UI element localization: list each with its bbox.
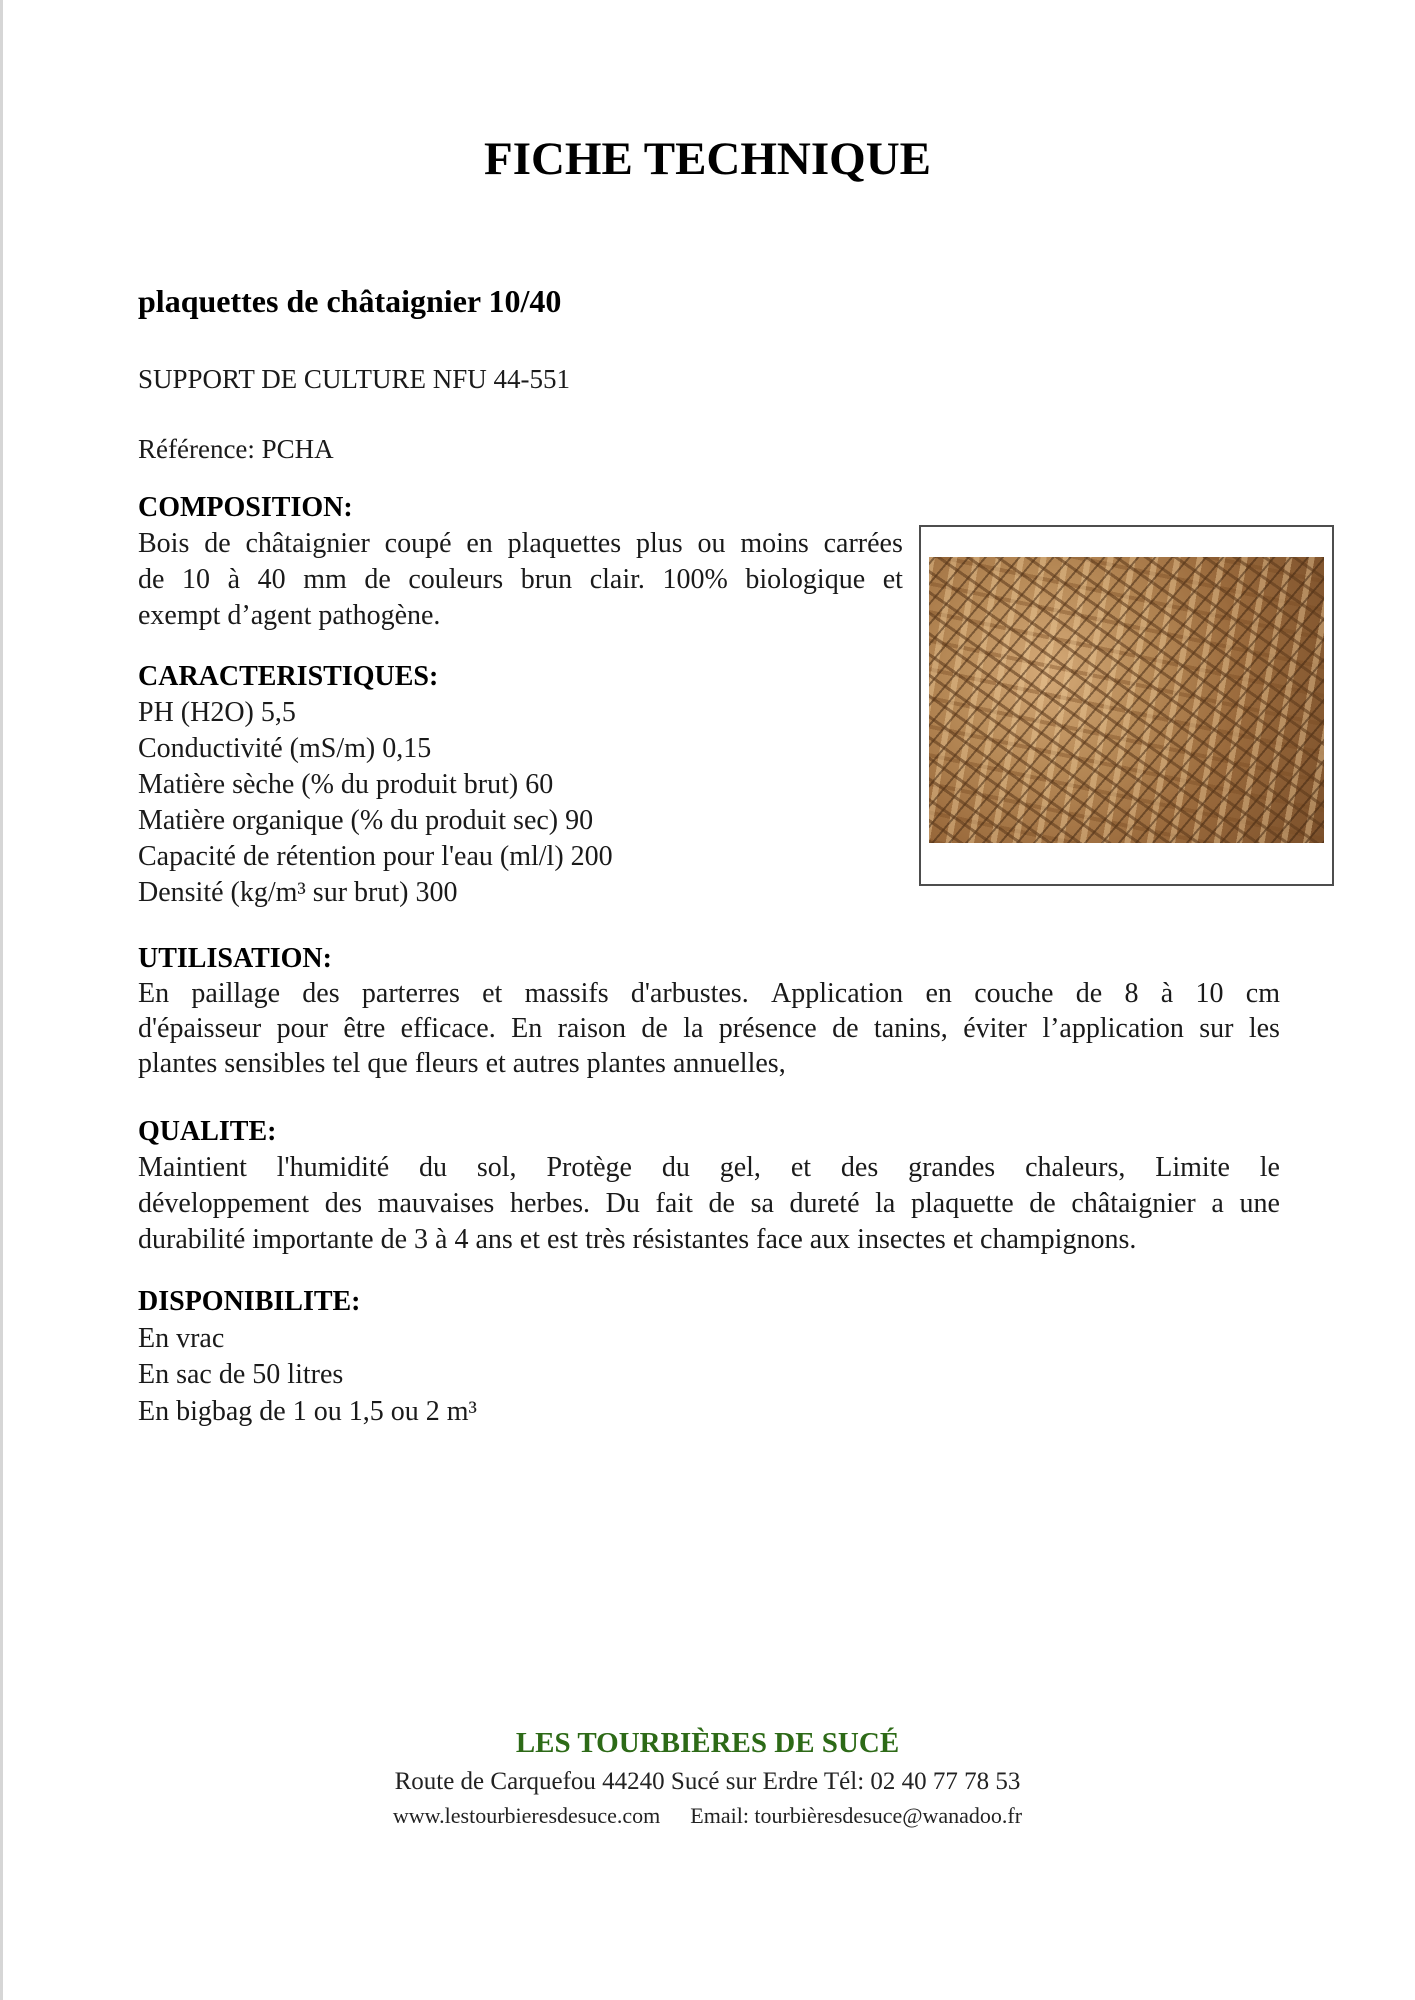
word: raison xyxy=(557,1013,627,1044)
word: efficace. xyxy=(400,1013,496,1044)
availability-item: En bigbag de 1 ou 1,5 ou 2 m³ xyxy=(138,1395,477,1427)
characteristic-item: PH (H2O) 5,5 xyxy=(138,697,296,728)
composition-section xyxy=(138,490,903,634)
composition-line xyxy=(138,562,903,598)
word: présence xyxy=(718,1013,817,1044)
utilisation-heading: UTILISATION: xyxy=(138,943,332,974)
word: sur xyxy=(1199,1013,1234,1044)
word: châtaignier xyxy=(245,528,370,559)
product-image-frame xyxy=(919,525,1334,886)
characteristic-item: Matière sèche (% du produit brut) 60 xyxy=(138,769,554,800)
word: de xyxy=(708,1188,735,1219)
word: l’application xyxy=(1042,1013,1184,1044)
word: parterres xyxy=(361,978,460,1009)
footer-contact xyxy=(0,1805,1415,1827)
utilisation-section xyxy=(138,941,1280,1081)
word: châtaignier xyxy=(1071,1188,1196,1219)
wood-chips-photo-icon xyxy=(929,557,1324,843)
characteristic-item: Matière organique (% du produit sec) 90 xyxy=(138,805,594,836)
word: massifs xyxy=(524,978,609,1009)
word: sol, xyxy=(476,1152,517,1183)
utilisation-line xyxy=(138,976,1280,1011)
word: 10 xyxy=(1195,978,1224,1009)
word: d'arbustes. xyxy=(630,978,749,1009)
word: des xyxy=(840,1152,879,1183)
caracteristiques-heading: CARACTERISTIQUES: xyxy=(138,661,439,692)
word: 8 xyxy=(1124,978,1139,1009)
qualite-section xyxy=(138,1114,1280,1258)
word: 10 xyxy=(182,564,211,595)
word: de xyxy=(138,564,165,595)
composition-line xyxy=(138,526,903,562)
word: En xyxy=(511,1013,543,1044)
word: de xyxy=(641,1013,668,1044)
word: grandes xyxy=(908,1152,996,1183)
characteristic-item: Conductivité (mS/m) 0,15 xyxy=(138,733,432,764)
word: de xyxy=(832,1013,859,1044)
product-name: plaquettes de châtaignier 10/40 xyxy=(138,283,562,319)
word: de xyxy=(1029,1188,1056,1219)
word: sa xyxy=(750,1188,774,1219)
word: la xyxy=(875,1188,896,1219)
composition-heading: COMPOSITION: xyxy=(138,492,353,523)
word: du xyxy=(419,1152,447,1183)
email-link[interactable]: Email: tourbièresdesuce@wanadoo.fr xyxy=(690,1803,1023,1828)
word: du xyxy=(661,1152,690,1183)
word: carrées xyxy=(823,528,903,559)
availability-item: En vrac xyxy=(138,1322,225,1354)
page-title: FICHE TECHNIQUE xyxy=(483,133,932,185)
word: a xyxy=(1211,1188,1224,1219)
word: gel, xyxy=(719,1152,761,1183)
word: et xyxy=(482,978,503,1009)
word: des xyxy=(302,978,340,1009)
word: de xyxy=(204,528,231,559)
word: En xyxy=(138,978,170,1009)
word: ou xyxy=(697,528,726,559)
qualite-line: durabilité importante de 3 à 4 ans et est très résistantes face aux insectes et champignons. xyxy=(138,1224,1137,1255)
footer-address: Route de Carquefou 44240 Sucé sur Erdre Tél: 02 40 77 78 53 xyxy=(394,1768,1021,1795)
word: 100% xyxy=(662,564,728,595)
website-link[interactable]: www.lestourbieresdesuce.com xyxy=(392,1803,661,1828)
standard-label: SUPPORT DE CULTURE NFU 44-551 xyxy=(138,364,570,394)
word: couleurs xyxy=(408,564,504,595)
word: cm xyxy=(1245,978,1280,1009)
word: fait xyxy=(655,1188,693,1219)
word: plus xyxy=(635,528,683,559)
word: Application xyxy=(770,978,904,1009)
reference-label: Référence: PCHA xyxy=(138,434,334,464)
word: développement xyxy=(138,1188,310,1219)
word: et xyxy=(790,1152,812,1183)
characteristic-item: Densité (kg/m³ sur brut) 300 xyxy=(138,877,458,908)
word: paillage xyxy=(191,978,281,1009)
word: et xyxy=(882,564,903,595)
word: dureté xyxy=(789,1188,860,1219)
word: de xyxy=(1075,978,1103,1009)
word: une xyxy=(1239,1188,1280,1219)
word: être xyxy=(343,1013,386,1044)
word: plaquette xyxy=(911,1188,1014,1219)
caracteristiques-section xyxy=(138,659,938,911)
word: la xyxy=(683,1013,704,1044)
utilisation-line xyxy=(138,1011,1280,1046)
word: clair. xyxy=(589,564,645,595)
word: Limite xyxy=(1155,1152,1230,1183)
footer-company-name: LES TOURBIÈRES DE SUCÉ xyxy=(515,1727,900,1759)
word: les xyxy=(1248,1013,1280,1044)
availability-item: En sac de 50 litres xyxy=(138,1359,344,1390)
word: Protège xyxy=(546,1152,632,1183)
composition-line: exempt d’agent pathogène. xyxy=(138,600,441,631)
word: Bois xyxy=(138,528,190,559)
word: tanins, xyxy=(873,1013,948,1044)
qualite-heading: QUALITE: xyxy=(138,1116,277,1147)
page-edge xyxy=(0,0,3,2000)
utilisation-line: plantes sensibles tel que fleurs et autres plantes annuelles, xyxy=(138,1048,786,1079)
word: pour xyxy=(276,1013,328,1044)
word: brun xyxy=(520,564,573,595)
word: coupé xyxy=(384,528,452,559)
word: mm xyxy=(303,564,347,595)
word: chaleurs, xyxy=(1025,1152,1126,1183)
word: Du xyxy=(605,1188,640,1219)
word: plaquettes xyxy=(507,528,622,559)
word: en xyxy=(925,978,952,1009)
word: mauvaises xyxy=(377,1188,495,1219)
word: couche xyxy=(974,978,1054,1009)
disponibilite-heading: DISPONIBILITE: xyxy=(138,1286,361,1317)
characteristic-item: Capacité de rétention pour l'eau (ml/l) 200 xyxy=(138,841,613,872)
qualite-line xyxy=(138,1186,1280,1222)
word: d'épaisseur xyxy=(138,1013,262,1044)
word: à xyxy=(227,564,241,595)
word: l'humidité xyxy=(276,1152,390,1183)
word: des xyxy=(324,1188,363,1219)
word: herbes. xyxy=(509,1188,591,1219)
word: en xyxy=(466,528,493,559)
word: de xyxy=(364,564,391,595)
word: 40 xyxy=(257,564,286,595)
word: biologique xyxy=(745,564,866,595)
disponibilite-section xyxy=(138,1284,838,1430)
word: le xyxy=(1259,1152,1280,1183)
qualite-line xyxy=(138,1150,1280,1186)
word: Maintient xyxy=(138,1152,247,1183)
word: éviter xyxy=(963,1013,1027,1044)
word: moins xyxy=(740,528,809,559)
word: à xyxy=(1160,978,1174,1009)
